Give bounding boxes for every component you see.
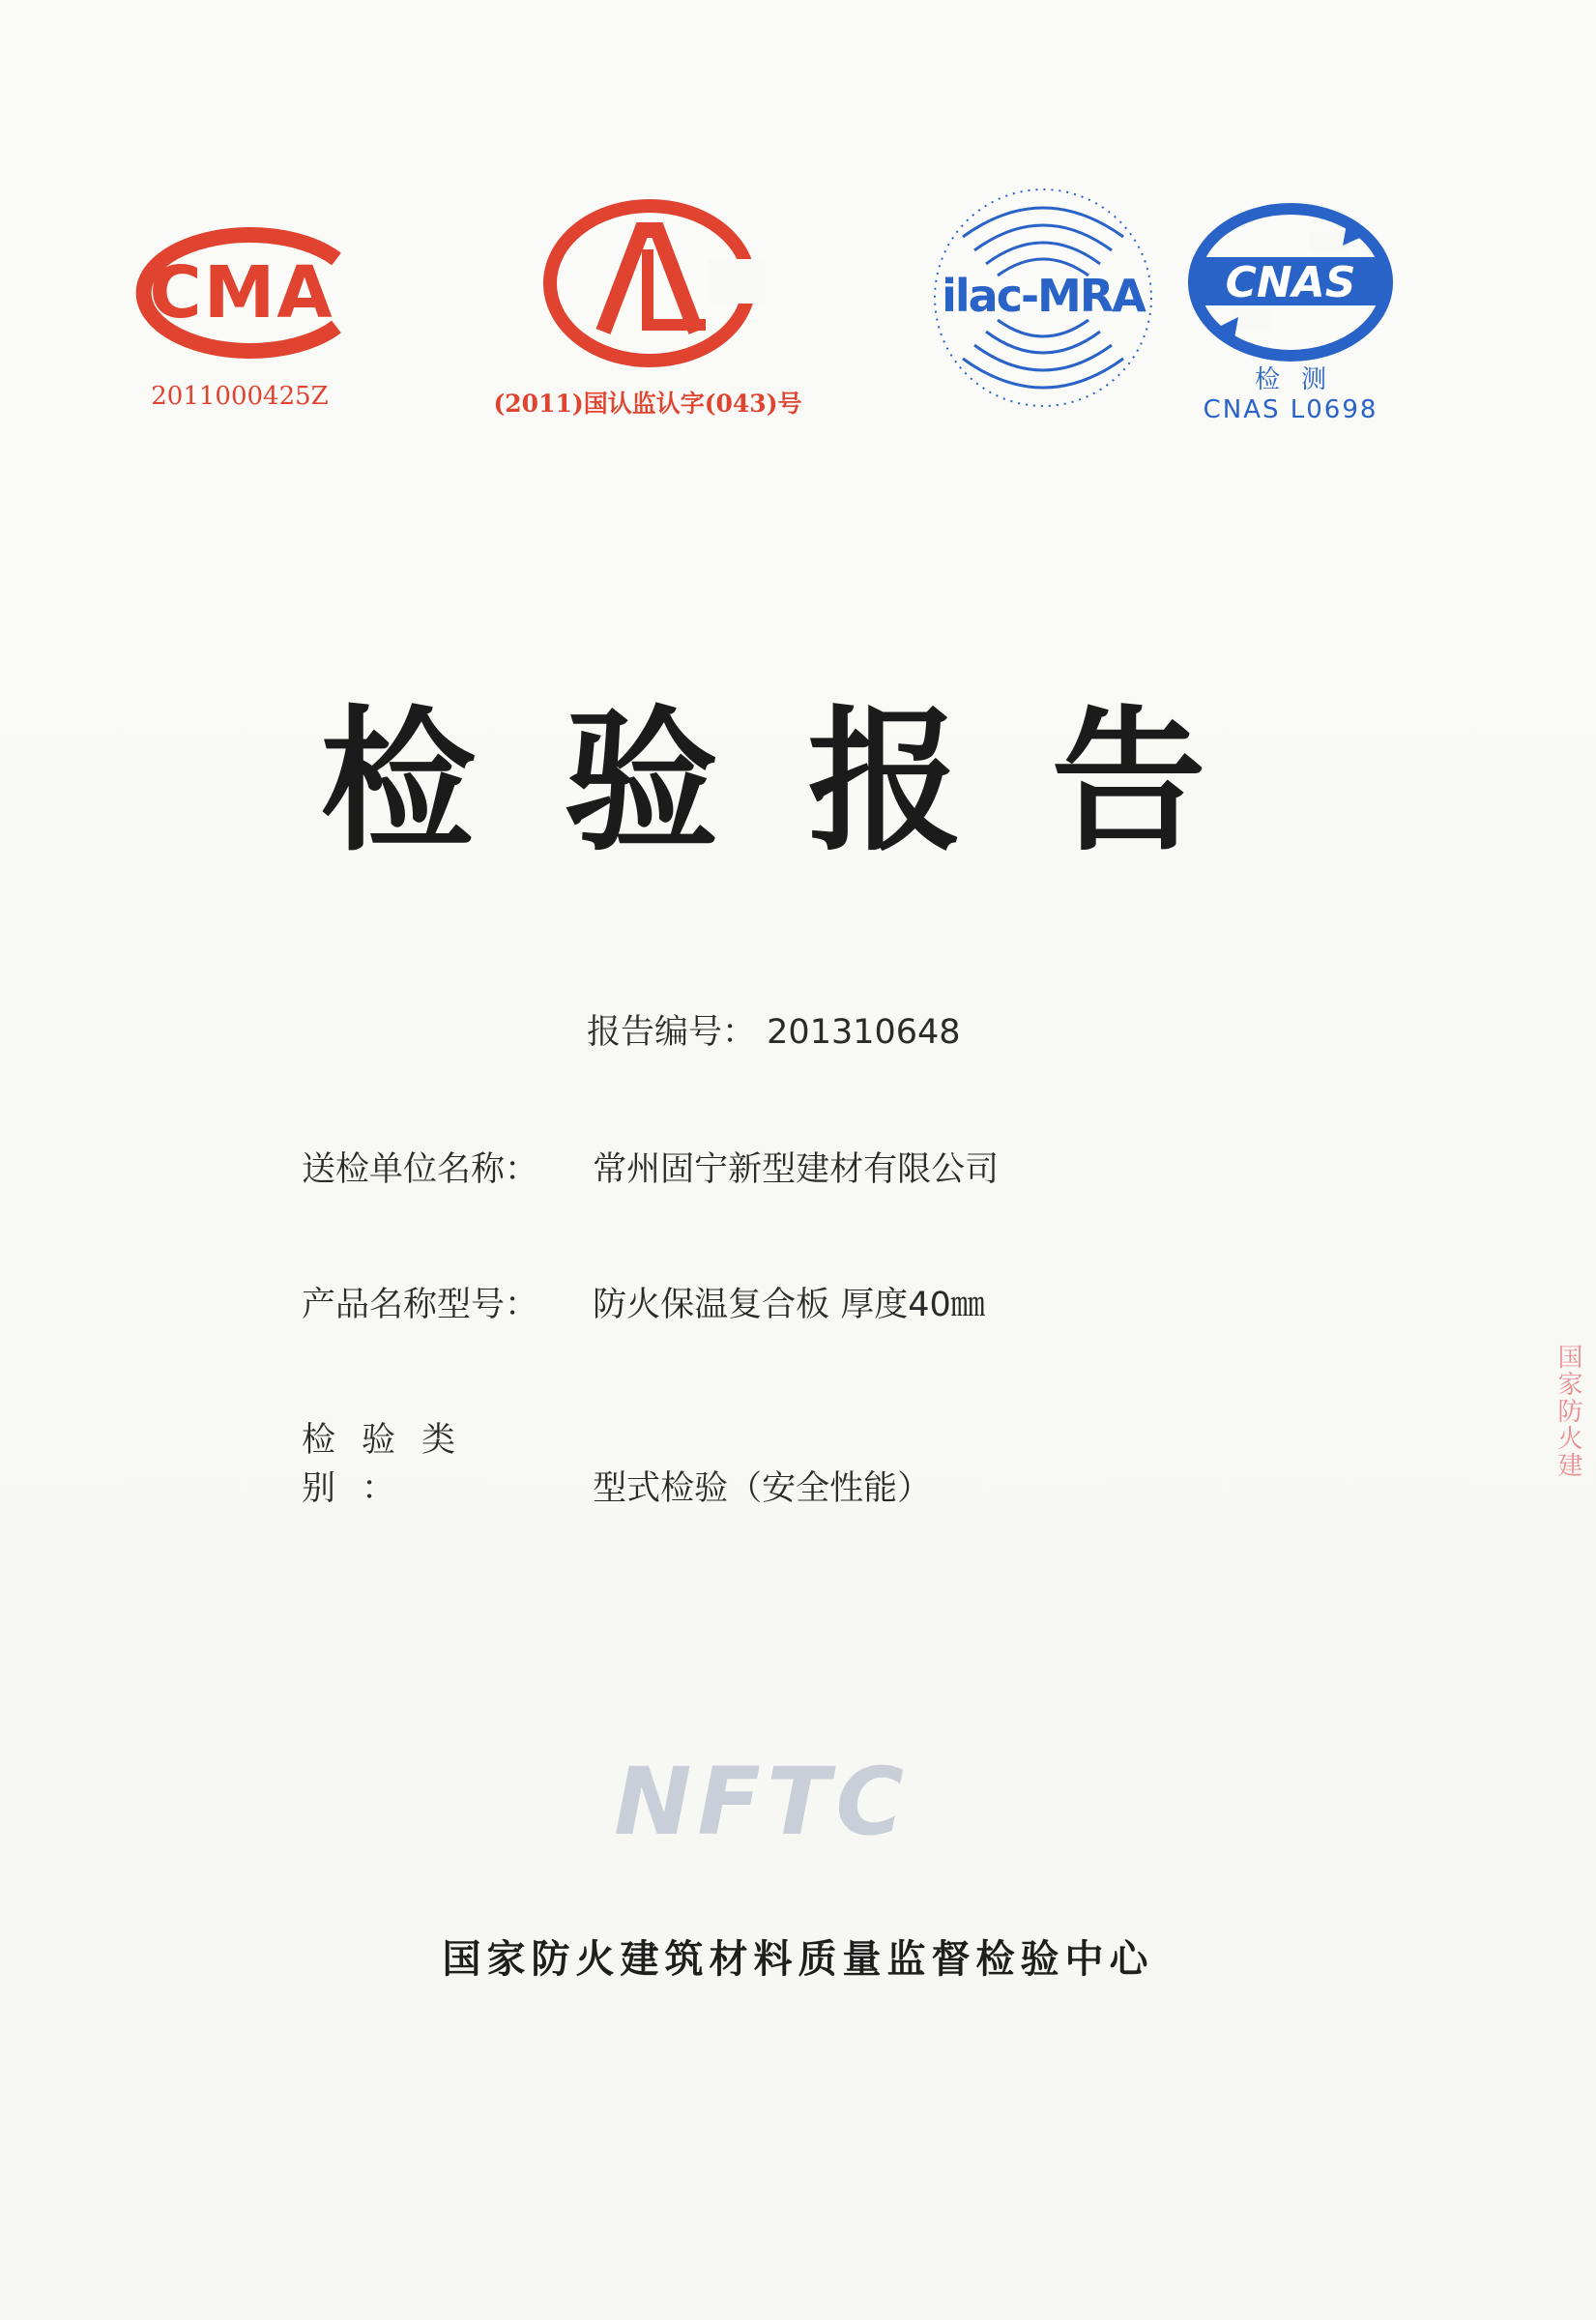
product-label: 产品名称型号： [302,1286,539,1324]
submitting-unit-value: 常州固宁新型建材有限公司 [593,1150,1000,1189]
inspection-type-value: 型式检验（安全性能） [593,1469,932,1508]
submitting-unit-label: 送检单位名称： [302,1150,539,1189]
report-number-line [587,1005,961,1054]
nftc-watermark [588,1754,936,1851]
cnas-caption [1175,360,1407,424]
cnas-sub: 检测 [1254,365,1348,394]
page-title: 检验报告 [320,691,1295,872]
cnas-logo-text: CNAS [1225,258,1356,307]
product-value: 防火保温复合板 厚度40㎜ [593,1286,985,1324]
ilac-mra-logo [924,179,1162,417]
cma-logo-text: CMA [149,251,334,334]
issuing-organization: 国家防火建筑材料质量监督检验中心 [442,1937,1154,1982]
inspection-type-label: 检验类别： [302,1421,482,1508]
ilac-mra-text: ilac-MRA [942,270,1145,322]
report-number-label: 报告编号： [587,1013,757,1052]
cnas-logo [1175,193,1407,367]
cma-logo [114,220,365,365]
inspection-type-line [302,1413,931,1510]
nftc-watermark-text: NFTC [614,1754,910,1851]
cal-logo [534,191,766,375]
cnas-code: CNAS L0698 [1203,395,1378,424]
side-stamp: 国家防火建 [1553,1344,1582,1479]
cal-code: (2011)国认监认字(043)号 [493,390,802,418]
report-number-value: 201310648 [767,1013,961,1052]
submitting-unit-line [302,1143,999,1191]
product-line [302,1278,985,1326]
cma-code: 2011000425Z [151,382,329,411]
